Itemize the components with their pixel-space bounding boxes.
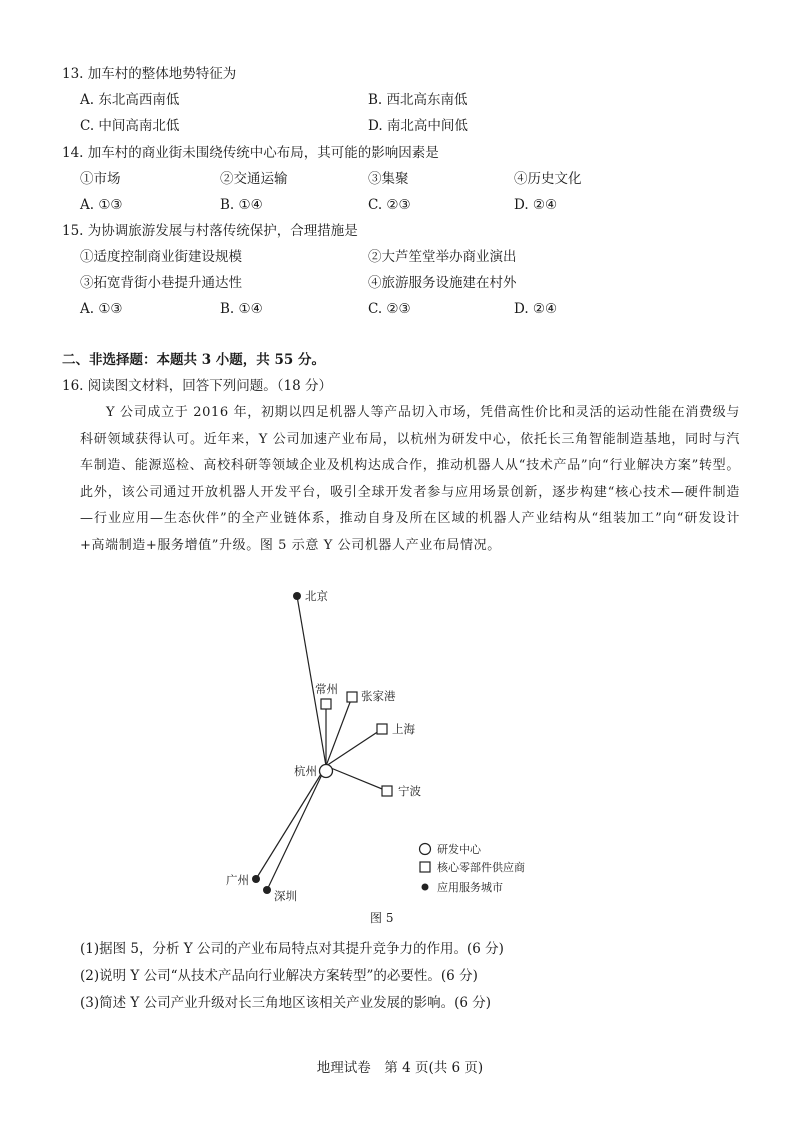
q14-item-2: ②交通运输 xyxy=(220,171,288,187)
label-changzhou: 常州 xyxy=(315,682,338,696)
q15-item-2: ②大芦笙堂举办商业演出 xyxy=(368,249,517,265)
q16-sub-2: (2)说明 Y 公司“从技术产品向行业解决方案转型”的必要性。(6 分) xyxy=(80,968,478,984)
label-zhangjiagang: 张家港 xyxy=(361,689,396,703)
guangzhou-dot xyxy=(252,875,260,883)
label-shenzhen: 深圳 xyxy=(274,889,297,903)
q15-stem: 15. 为协调旅游发展与村落传统保护，合理措施是 xyxy=(62,223,358,239)
q15-option-d: D. ②④ xyxy=(514,301,558,317)
link-ningbo xyxy=(326,766,387,791)
q14-option-b: B. ①④ xyxy=(220,197,263,213)
legend-city-label: 应用服务城市 xyxy=(437,881,503,894)
link-beijing xyxy=(297,596,326,766)
figure-caption: 图 5 xyxy=(370,911,394,925)
beijing-dot xyxy=(293,592,301,600)
link-shenzhen xyxy=(267,766,326,890)
label-guangzhou: 广州 xyxy=(226,873,249,887)
legend-city-icon xyxy=(422,884,429,891)
q14-option-a: A. ①③ xyxy=(80,197,123,213)
q14-stem: 14. 加车村的商业街未围绕传统中心布局，其可能的影响因素是 xyxy=(62,145,439,161)
shenzhen-dot xyxy=(263,886,271,894)
q14-item-1: ①市场 xyxy=(80,171,121,187)
shanghai-square xyxy=(377,724,387,734)
legend-supplier-label: 核心零部件供应商 xyxy=(437,861,525,874)
label-shanghai: 上海 xyxy=(392,722,415,736)
legend-rd-icon xyxy=(420,844,431,855)
link-shanghai xyxy=(326,729,382,766)
q13-option-b: B. 西北高东南低 xyxy=(368,92,468,108)
q15-option-c: C. ②③ xyxy=(368,301,411,317)
label-beijing: 北京 xyxy=(305,589,328,603)
q13-option-c: C. 中间高南北低 xyxy=(80,118,180,134)
legend-rd-label: 研发中心 xyxy=(437,843,481,856)
zhangjiagang-square xyxy=(347,692,357,702)
q16-sub-1: (1)据图 5，分析 Y 公司的产业布局特点对其提升竞争力的作用。(6 分) xyxy=(80,941,504,957)
q16-material: Y 公司成立于 2016 年，初期以四足机器人等产品切入市场，凭借高性价比和灵活的运动性能在消费级与科研领域获得认可。近年来，Y 公司加速产业布局，以杭州为研发中心，依托长三角智能制造基地，同时与汽车制造、能源巡检、高校科研等领域企业及机构达成合作，推动机器人从“技术产品”向“行业解决方案”转型。此外，该公司通过开放机器人开发平台，吸引全球开发者参与应用场景创新，逐步构建“核心技术—硬件制造—行业应用—生态伙伴”的全产业链体系，推动自身及所在区域的机器人产业结构从“组装加工”向“研发设计+高端制造+服务增值”升级。图 5 示意 Y 公司机器人产业布局情况。 xyxy=(80,405,740,553)
q15-option-a: A. ①③ xyxy=(80,301,123,317)
legend-supplier-icon xyxy=(420,862,430,872)
q14-item-3: ③集聚 xyxy=(368,171,409,187)
q13-option-a: A. 东北高西南低 xyxy=(80,92,180,108)
hangzhou-circle xyxy=(320,765,333,778)
link-guangzhou xyxy=(256,766,326,879)
label-ningbo: 宁波 xyxy=(398,784,421,798)
q15-option-b: B. ①④ xyxy=(220,301,263,317)
q13-stem: 13. 加车村的整体地势特征为 xyxy=(62,66,237,82)
page-footer: 地理试卷 第 4 页(共 6 页) xyxy=(316,1060,484,1076)
q15-item-1: ①适度控制商业街建设规模 xyxy=(80,249,242,265)
link-zhangjiagang xyxy=(326,697,352,766)
section-heading: 二、非选择题：本题共 3 小题，共 55 分。 xyxy=(62,352,325,368)
q16-stem: 16. 阅读图文材料，回答下列问题。（18 分） xyxy=(62,378,332,394)
q16-sub-3: (3)简述 Y 公司产业升级对长三角地区该相关产业发展的影响。(6 分) xyxy=(80,995,492,1011)
label-hangzhou: 杭州 xyxy=(294,764,317,778)
q14-option-c: C. ②③ xyxy=(368,197,411,213)
q15-item-3: ③拓宽背街小巷提升通达性 xyxy=(80,275,242,291)
ningbo-square xyxy=(382,786,392,796)
q13-option-d: D. 南北高中间低 xyxy=(368,118,468,134)
changzhou-square xyxy=(321,699,331,709)
q15-item-4: ④旅游服务设施建在村外 xyxy=(368,275,517,291)
q14-item-4: ④历史文化 xyxy=(514,171,582,187)
q14-option-d: D. ②④ xyxy=(514,197,558,213)
